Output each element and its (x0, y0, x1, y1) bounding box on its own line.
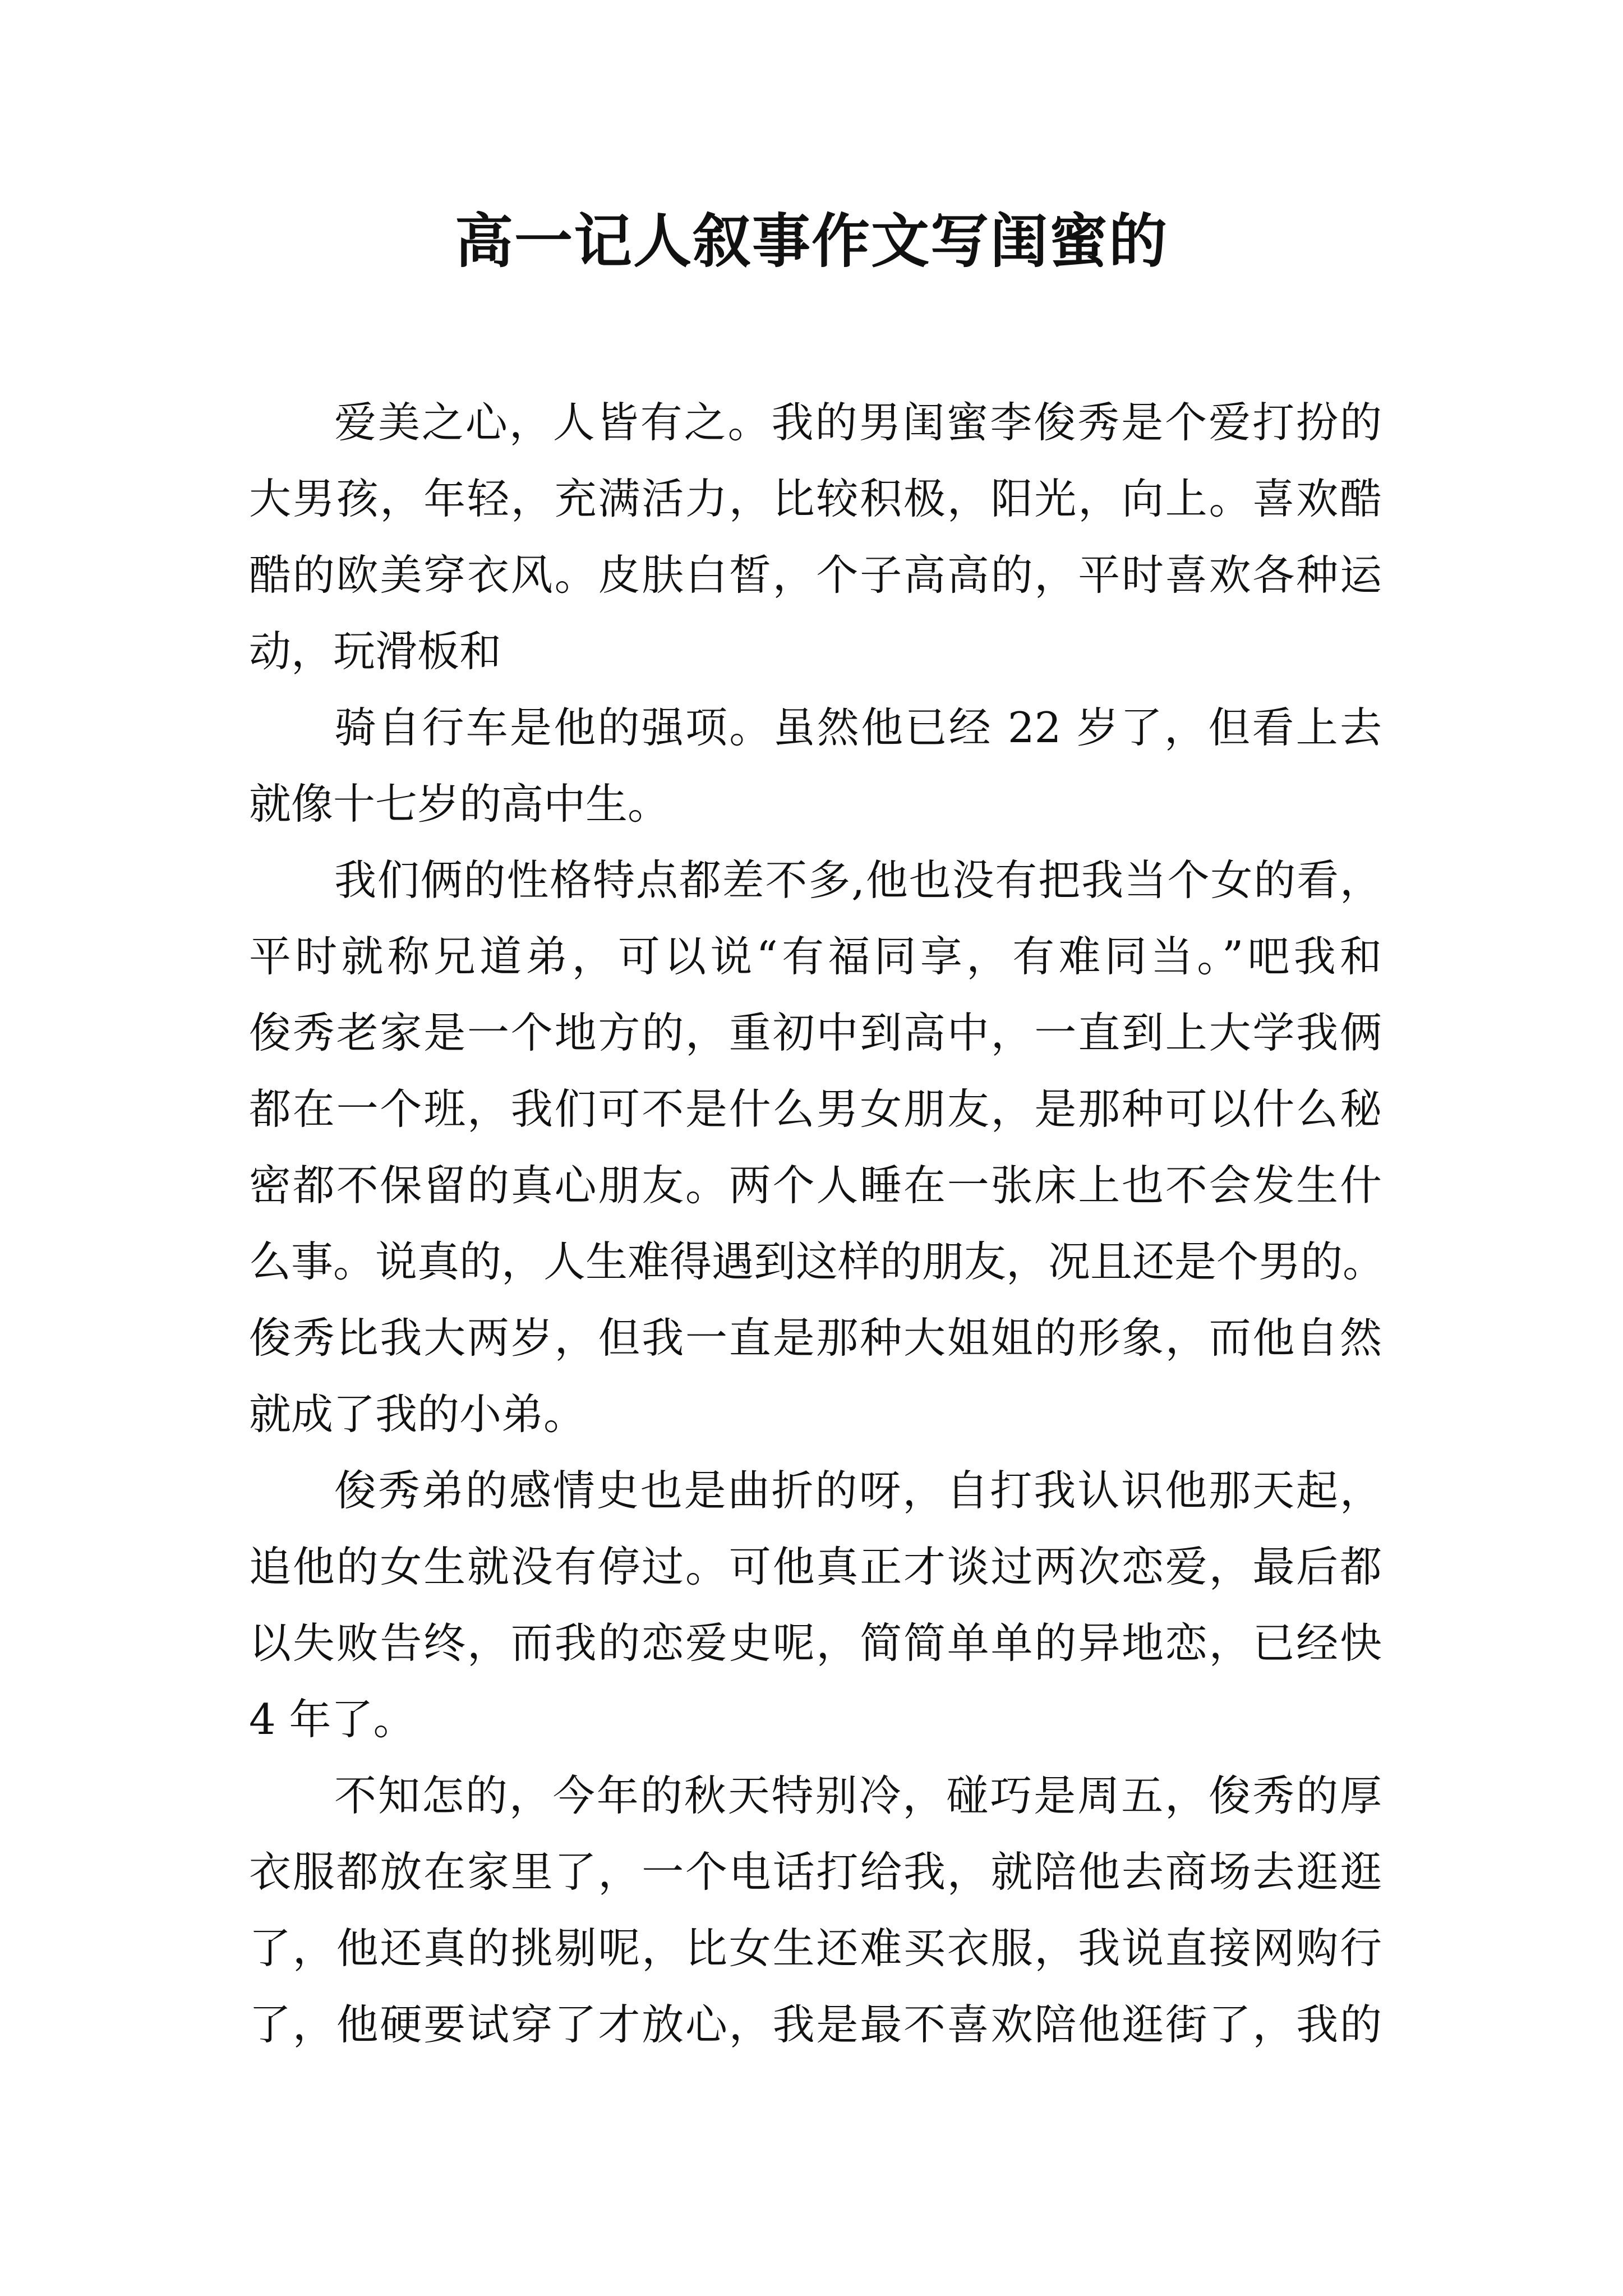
text-line: 俊秀比我大两岁，但我一直是那种大姐姐的形象，而他自然 (249, 1313, 1382, 1363)
text-line: 密都不保留的真心朋友。两个人睡在一张床上也不会发生什 (249, 1161, 1382, 1210)
text-line: 骑自行车是他的强项。虽然他已经 22 岁了，但看上去 (334, 703, 1382, 752)
text-line: 酷的欧美穿衣风。皮肤白皙，个子高高的，平时喜欢各种运 (249, 550, 1382, 600)
text-line: 以失败告终，而我的恋爱史呢，简简单单的异地恋，已经快 (249, 1618, 1382, 1668)
text-line: 大男孩，年轻，充满活力，比较积极，阳光，向上。喜欢酷 (249, 474, 1382, 523)
text-line: 4 年了。 (249, 1695, 416, 1744)
text-line: 了，他硬要试穿了才放心，我是最不喜欢陪他逛街了，我的 (249, 2000, 1382, 2049)
text-line: 都在一个班，我们可不是什么男女朋友，是那种可以什么秘 (249, 1084, 1382, 1134)
text-line: 动，玩滑板和 (249, 627, 502, 676)
text-line: 爱美之心，人皆有之。我的男闺蜜李俊秀是个爱打扮的 (334, 398, 1382, 447)
text-line: 就成了我的小弟。 (249, 1389, 586, 1439)
text-line: 衣服都放在家里了，一个电话打给我，就陪他去商场去逛逛 (249, 1847, 1382, 1897)
document-title: 高一记人叙事作文写闺蜜的 (454, 207, 1168, 275)
text-line: 俊秀老家是一个地方的，重初中到高中，一直到上大学我俩 (249, 1008, 1382, 1057)
text-line: 了，他还真的挑剔呢，比女生还难买衣服，我说直接网购行 (249, 1924, 1382, 1973)
text-line: 追他的女生就没有停过。可他真正才谈过两次恋爱，最后都 (249, 1542, 1382, 1591)
text-line: 我们俩的性格特点都差不多,他也没有把我当个女的看， (334, 855, 1382, 905)
text-line: 平时就称兄道弟，可以说“有福同享，有难同当。”吧我和 (249, 932, 1382, 981)
text-line: 不知怎的，今年的秋天特别冷，碰巧是周五，俊秀的厚 (334, 1771, 1382, 1820)
text-line: 么事。说真的，人生难得遇到这样的朋友，况且还是个男的。 (249, 1237, 1385, 1286)
document-body (249, 384, 1385, 2063)
text-line: 俊秀弟的感情史也是曲折的呀，自打我认识他那天起， (334, 1466, 1382, 1515)
text-line: 就像十七岁的高中生。 (249, 779, 670, 829)
